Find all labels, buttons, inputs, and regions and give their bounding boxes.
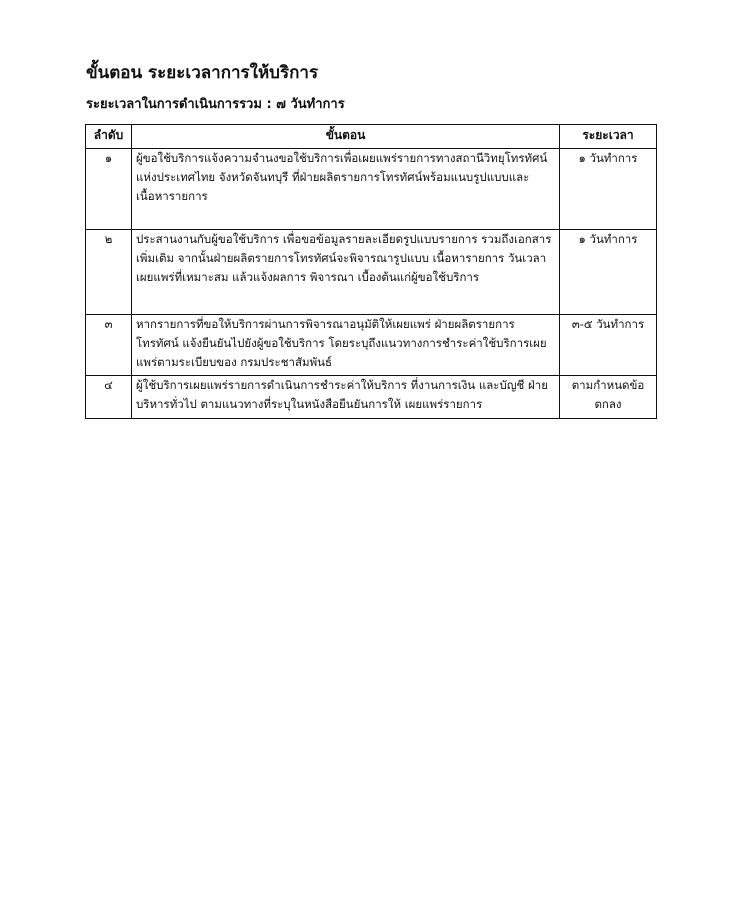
- row-step-description: ประสานงานกับผู้ขอใช้บริการ เพื่อขอข้อมูลรายละเอียดรูปแบบรายการ รวมถึงเอกสารเพิ่มเติม จากนั้นฝ่ายผลิตรายการโทรทัศน์จะพิจารณารูปแบบ เนื้อหารายการ วันเวลาเผยแพร่ที่เหมาะสม แล้วแจ้งผลการ พิจารณา เบื้องต้นแก่ผู้ขอใช้บริการ: [132, 230, 560, 315]
- table-row: [86, 376, 657, 419]
- row-duration: ตามกำหนดข้อตกลง: [560, 376, 657, 419]
- document-title: ขั้นตอน ระยะเวลาการให้บริการ: [86, 63, 319, 83]
- row-duration: ๑ วันทำการ: [560, 230, 657, 315]
- row-number: ๓: [86, 315, 132, 376]
- row-step-description: ผู้ขอใช้บริการแจ้งความจำนงขอใช้บริการเพื่อเผยแพร่รายการทางสถานีวิทยุโทรทัศน์แห่งประเทศไทย จังหวัดจันทบุรี ที่ฝ่ายผลิตรายการโทรทัศน์พร้อมแนบรูปแบบและเนื้อหารายการ: [132, 149, 560, 230]
- row-step-description: ผู้ใช้บริการเผยแพร่รายการดำเนินการชำระค่าให้บริการ ที่งานการเงิน และบัญชี ฝ่ายบริหารทั่วไป ตามแนวทางที่ระบุในหนังสือยืนยันการให้ เผยแพร่รายการ: [132, 376, 560, 419]
- table-row: [86, 230, 657, 315]
- table-row: [86, 149, 657, 230]
- header-time: ระยะเวลา: [560, 125, 657, 149]
- row-duration: ๑ วันทำการ: [560, 149, 657, 230]
- total-duration-label: ระยะเวลาในการดำเนินการรวม : ๗ วันทำการ: [86, 97, 345, 112]
- service-steps-table: [85, 124, 657, 419]
- row-step-description: หากรายการที่ขอให้บริการผ่านการพิจารณาอนุมัติให้เผยแพร่ ฝ่ายผลิตรายการโทรทัศน์ แจ้งยืนยันไปยังผู้ขอใช้บริการ โดยระบุถึงแนวทางการชำระค่าใช้บริการเผยแพร่ตามระเบียบของ กรมประชาสัมพันธ์: [132, 315, 560, 376]
- header-no: ลำดับ: [86, 125, 132, 149]
- row-duration: ๓-๕ วันทำการ: [560, 315, 657, 376]
- table-row: [86, 315, 657, 376]
- row-number: ๒: [86, 230, 132, 315]
- row-number: ๔: [86, 376, 132, 419]
- header-step: ขั้นตอน: [132, 125, 560, 149]
- table-header-row: [86, 125, 657, 149]
- row-number: ๑: [86, 149, 132, 230]
